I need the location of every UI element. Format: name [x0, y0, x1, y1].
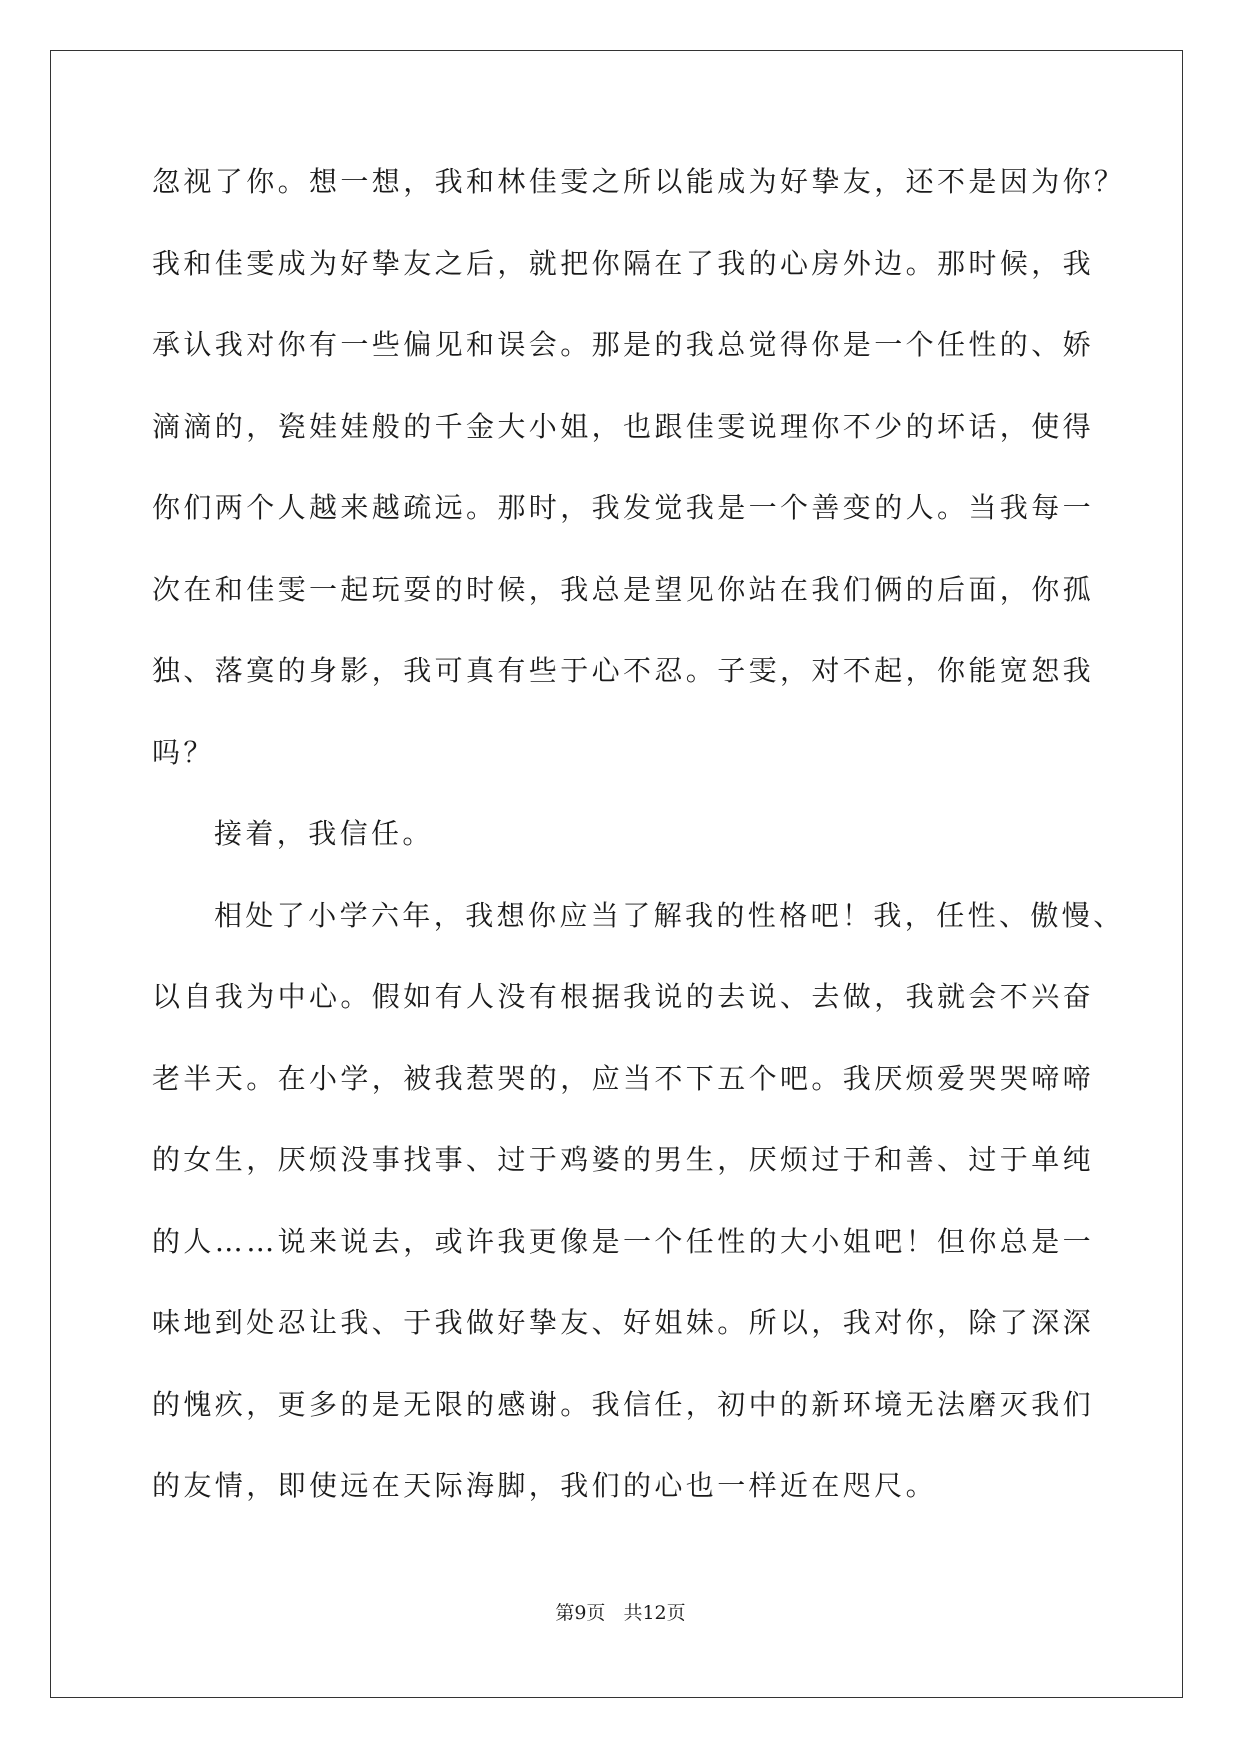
paragraph-start-line: 接着，我信任。	[214, 817, 434, 850]
page-number: 第9页	[555, 1602, 606, 1624]
text-line: 以自我为中心。假如有人没有根据我说的去说、去做，我就会不兴奋	[152, 980, 1095, 1013]
text-line: 的女生，厌烦没事找事、过于鸡婆的男生，厌烦过于和善、过于单纯	[152, 1143, 1095, 1176]
page-total: 共12页	[623, 1602, 686, 1624]
text-line: 味地到处忍让我、于我做好挚友、好姐妹。所以，我对你，除了深深	[152, 1306, 1095, 1339]
page-footer	[0, 1598, 1241, 1625]
text-line: 承认我对你有一些偏见和误会。那是的我总觉得你是一个任性的、娇	[152, 328, 1095, 361]
text-line: 吗？	[152, 735, 215, 769]
text-line: 你们两个人越来越疏远。那时，我发觉我是一个善变的人。当我每一	[152, 491, 1095, 524]
text-line: 的人……说来说去，或许我更像是一个任性的大小姐吧！但你总是一	[152, 1224, 1095, 1258]
text-line: 我和佳雯成为好挚友之后，就把你隔在了我的心房外边。那时候，我	[152, 246, 1095, 280]
text-line: 老半天。在小学，被我惹哭的，应当不下五个吧。我厌烦爱哭哭啼啼	[152, 1061, 1095, 1095]
paragraph-start-line: 相处了小学六年，我想你应当了解我的性格吧！我，任性、傲慢、	[214, 898, 1125, 932]
text-line: 独、落寞的身影，我可真有些于心不忍。子雯，对不起，你能宽恕我	[152, 654, 1095, 687]
text-line: 滴滴的，瓷娃娃般的千金大小姐，也跟佳雯说理你不少的坏话，使得	[152, 409, 1095, 443]
text-line: 的友情，即使远在天际海脚，我们的心也一样近在咫尺。	[152, 1469, 938, 1502]
text-line: 忽视了你。想一想，我和林佳雯之所以能成为好挚友，还不是因为你？	[152, 165, 1126, 198]
text-line: 的愧疚，更多的是无限的感谢。我信任，初中的新环境无法磨灭我们	[152, 1387, 1095, 1421]
text-line: 次在和佳雯一起玩耍的时候，我总是望见你站在我们俩的后面，你孤	[152, 572, 1095, 606]
document-body	[152, 152, 1126, 1538]
